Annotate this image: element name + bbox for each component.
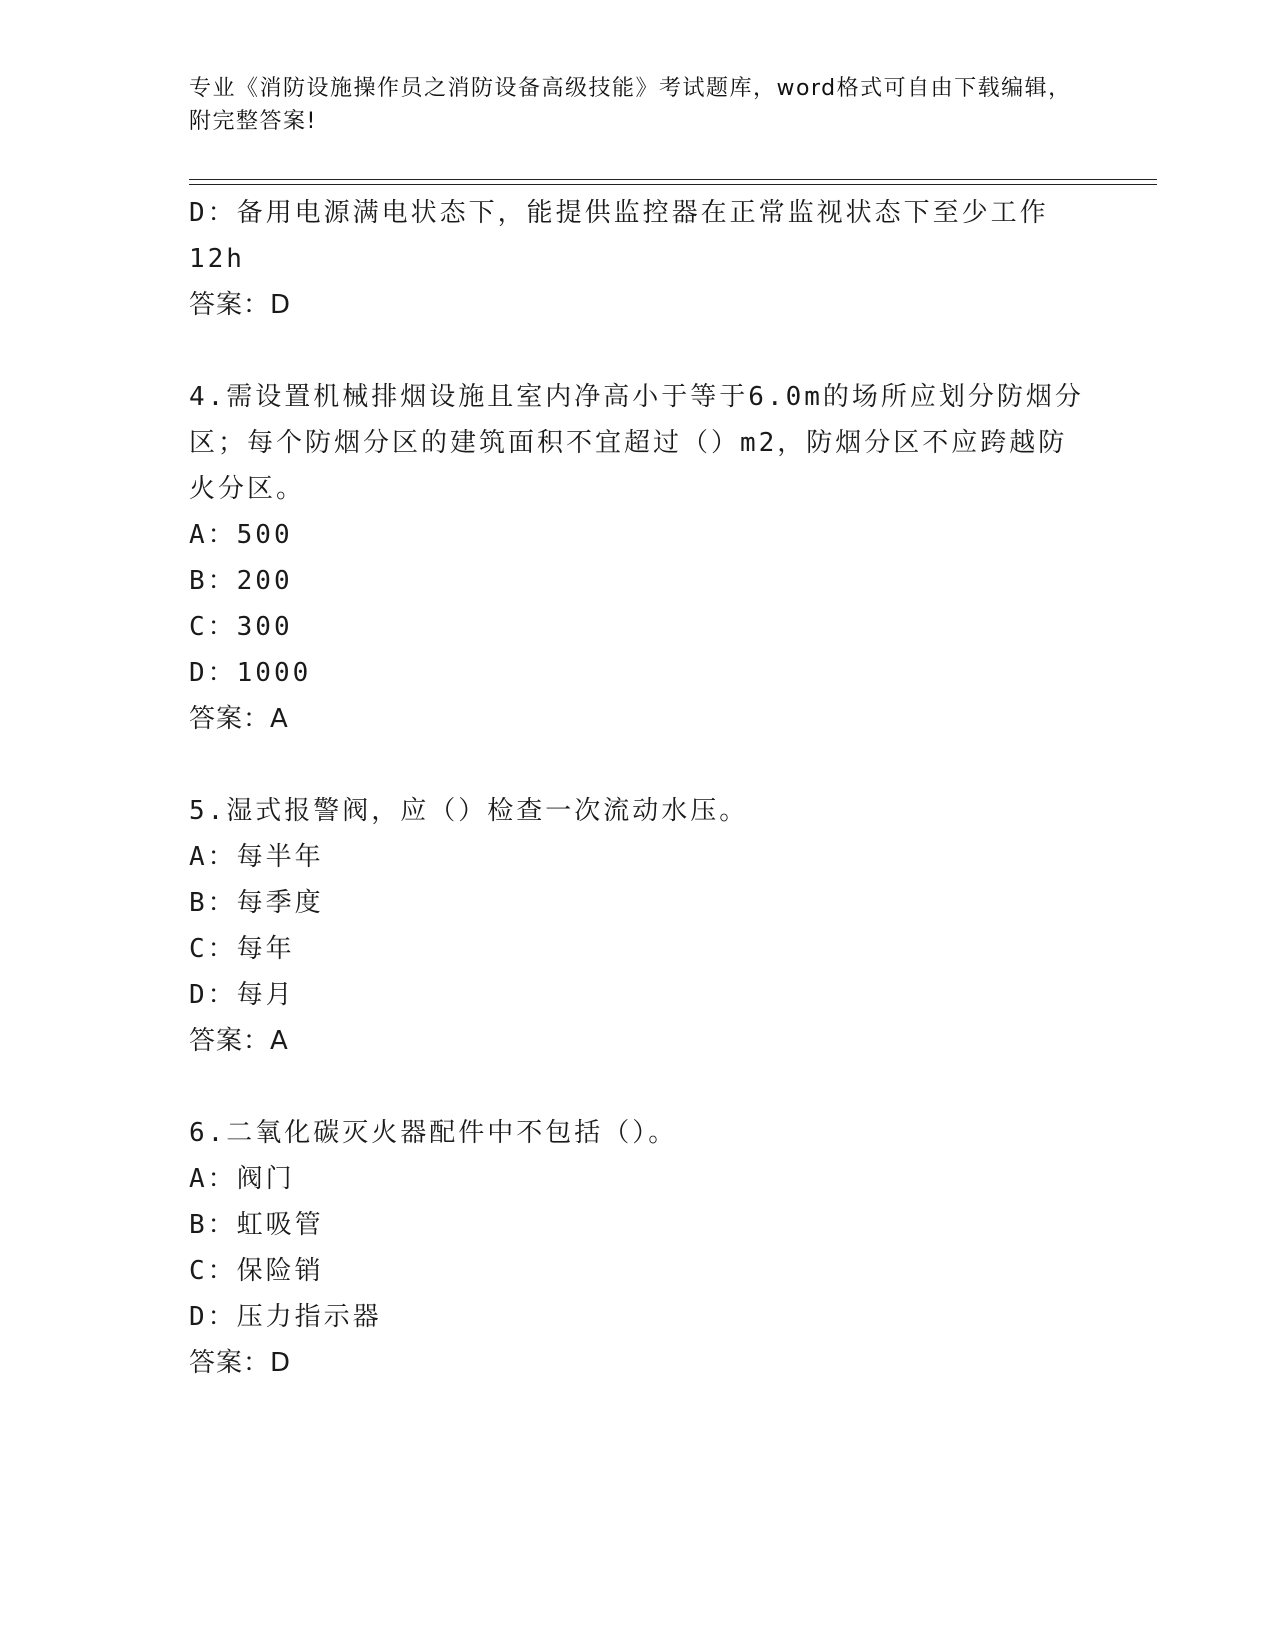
option-c: C：每年 bbox=[189, 934, 295, 964]
answer-line: 答案：A bbox=[189, 1026, 289, 1056]
header-divider-top bbox=[189, 179, 1157, 180]
option-d: D：压力指示器 bbox=[189, 1302, 382, 1332]
option-d-line-1: D：备用电源满电状态下，能提供监控器在正常监视状态下至少工作 bbox=[189, 198, 1049, 228]
question-stem-line: 6.二氧化碳灭火器配件中不包括（）。 bbox=[189, 1118, 678, 1148]
spacer bbox=[189, 1064, 1089, 1110]
document-header bbox=[189, 72, 1089, 138]
answer-line: 答案：D bbox=[189, 290, 292, 320]
option-b: B：虹吸管 bbox=[189, 1210, 324, 1240]
option-b: B：200 bbox=[189, 566, 293, 596]
question-5 bbox=[189, 788, 1089, 1064]
answer-line: 答案：A bbox=[189, 704, 289, 734]
option-c: C：300 bbox=[189, 612, 293, 642]
header-text: 专业《消防设施操作员之消防设备高级技能》考试题库，word格式可自由下载编辑，附完整答案! bbox=[189, 76, 1072, 134]
option-a: A：500 bbox=[189, 520, 293, 550]
question-4 bbox=[189, 374, 1089, 742]
header-divider-bottom bbox=[189, 184, 1157, 185]
option-b: B：每季度 bbox=[189, 888, 324, 918]
spacer bbox=[189, 742, 1089, 788]
option-a: A：阀门 bbox=[189, 1164, 295, 1194]
option-c: C：保险销 bbox=[189, 1256, 324, 1286]
option-a: A：每半年 bbox=[189, 842, 324, 872]
option-d: D：每月 bbox=[189, 980, 295, 1010]
question-stem-line: 4.需设置机械排烟设施且室内净高小于等于6.0m的场所应划分防烟分 bbox=[189, 382, 1084, 412]
option-d-line-2: 12h bbox=[189, 244, 245, 274]
question-stem-line: 区；每个防烟分区的建筑面积不宜超过（）m2，防烟分区不应跨越防 bbox=[189, 428, 1068, 458]
question-6 bbox=[189, 1110, 1089, 1386]
question-content bbox=[189, 190, 1089, 1386]
question-stem-line: 火分区。 bbox=[189, 474, 306, 504]
option-d: D：1000 bbox=[189, 658, 312, 688]
answer-line: 答案：D bbox=[189, 1348, 292, 1378]
spacer bbox=[189, 328, 1089, 374]
question-stem-line: 5.湿式报警阀，应（）检查一次流动水压。 bbox=[189, 796, 749, 826]
